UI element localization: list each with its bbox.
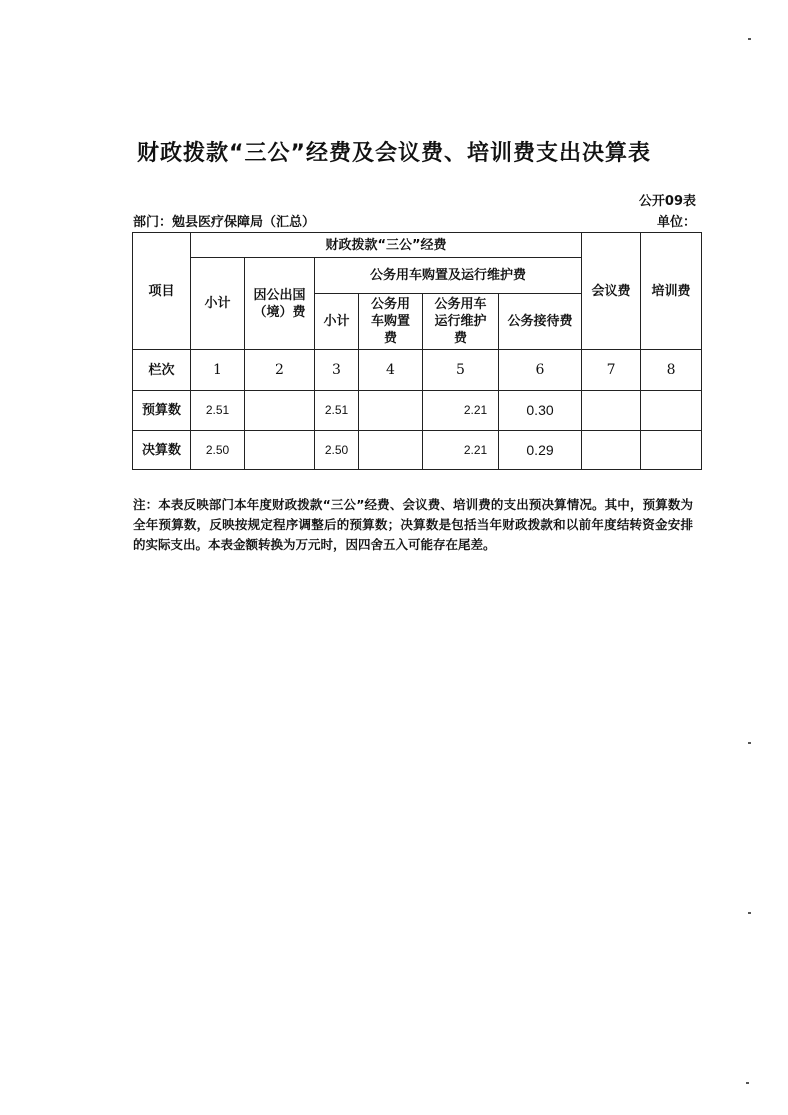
row-label: 栏次 <box>133 350 191 391</box>
header-vehicle-subtotal: 小计 <box>315 294 359 350</box>
table-row <box>133 391 702 431</box>
cell: 2.21 <box>423 431 499 470</box>
table-row <box>133 431 702 470</box>
cell: 2.21 <box>423 391 499 431</box>
footnote: 注：本表反映部门本年度财政拨款“三公”经费、会议费、培训费的支出预决算情况。其中，预算数为全年预算数，反映按规定程序调整后的预算数；决算数是包括当年财政拨款和以前年度结转资金安排的实际支出。本表金额转换为万元时，因四舍五入可能存在尾差。 <box>133 497 693 552</box>
cell: 2.50 <box>191 431 245 470</box>
row-label: 决算数 <box>133 431 191 470</box>
table-row <box>133 350 702 391</box>
page-title: 财政拨款“三公”经费及会议费、培训费支出决算表 <box>137 141 651 166</box>
cell: 0.29 <box>499 431 582 470</box>
cell <box>582 431 641 470</box>
header-three-public: 财政拨款“三公”经费 <box>191 233 582 258</box>
cell: 0.30 <box>499 391 582 431</box>
header-vehicle-purchase: 公务用车购置费 <box>359 294 423 350</box>
header-training: 培训费 <box>641 233 702 350</box>
header-vehicle-operation: 公务用车运行维护费 <box>423 294 499 350</box>
scan-speck <box>748 742 751 744</box>
cell: 1 <box>191 350 245 391</box>
cell: 2.51 <box>315 391 359 431</box>
scan-speck <box>746 1082 749 1084</box>
scan-speck <box>748 912 751 914</box>
cell: 2 <box>245 350 315 391</box>
cell: 2.50 <box>315 431 359 470</box>
department-label: 部门：勉县医疗保障局（汇总） <box>133 215 316 230</box>
cell <box>359 431 423 470</box>
cell: 8 <box>641 350 702 391</box>
header-subtotal: 小计 <box>191 258 245 350</box>
header-meeting: 会议费 <box>582 233 641 350</box>
header-reception: 公务接待费 <box>499 294 582 350</box>
cell: 5 <box>423 350 499 391</box>
header-item: 项目 <box>133 233 191 350</box>
row-label: 预算数 <box>133 391 191 431</box>
cell <box>359 391 423 431</box>
cell <box>641 431 702 470</box>
cell: 7 <box>582 350 641 391</box>
cell <box>245 431 315 470</box>
cell: 4 <box>359 350 423 391</box>
cell <box>245 391 315 431</box>
form-code: 公开09表 <box>638 194 696 209</box>
header-abroad: 因公出国（境）费 <box>245 258 315 350</box>
cell: 2.51 <box>191 391 245 431</box>
expenditure-table <box>132 232 702 470</box>
unit-label: 单位： <box>656 215 696 230</box>
scan-speck <box>748 38 751 40</box>
cell <box>641 391 702 431</box>
cell: 3 <box>315 350 359 391</box>
header-vehicle-group: 公务用车购置及运行维护费 <box>315 258 582 294</box>
cell: 6 <box>499 350 582 391</box>
cell <box>582 391 641 431</box>
